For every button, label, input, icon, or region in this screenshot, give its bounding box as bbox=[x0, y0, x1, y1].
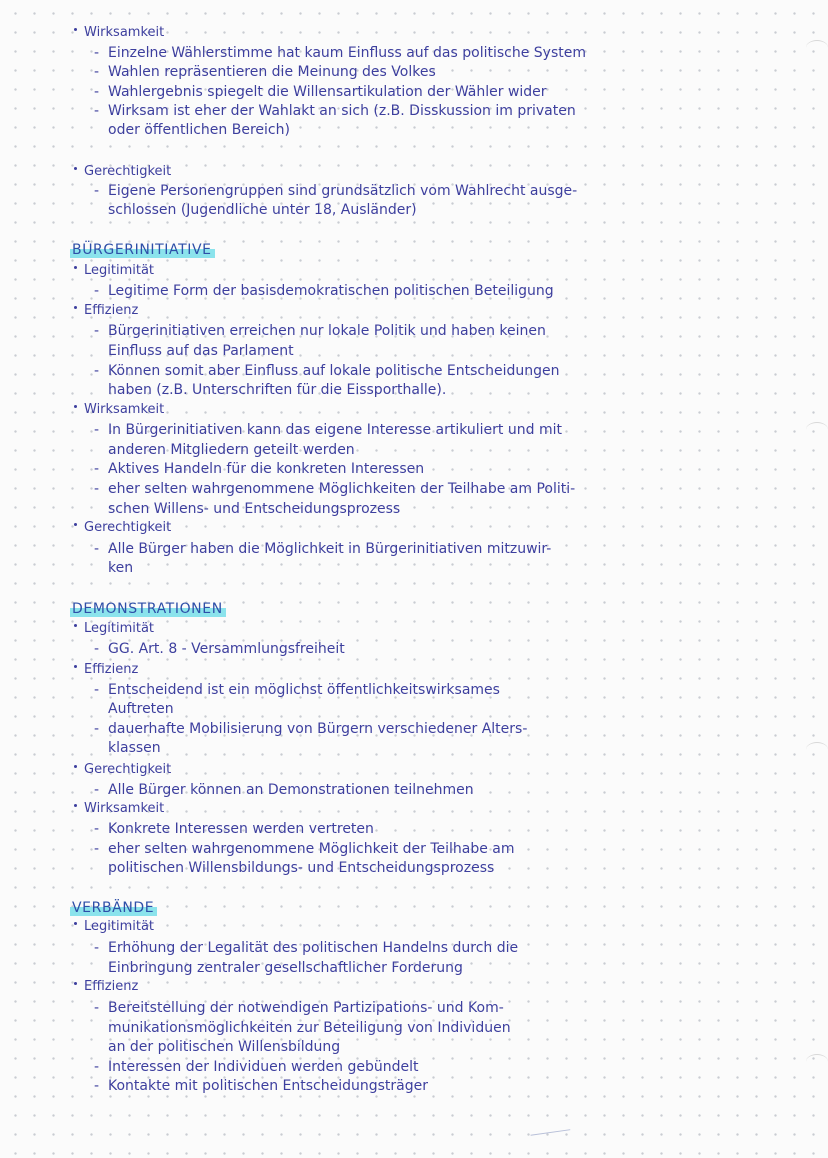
bullet-continuation: oder öffentlichen Bereich) bbox=[108, 122, 290, 138]
bullet-item bbox=[94, 44, 586, 62]
category-label bbox=[74, 978, 138, 996]
punch-hole bbox=[806, 1054, 828, 1069]
dash-bullet-icon: - bbox=[94, 84, 100, 100]
bullet-dot-icon bbox=[74, 765, 77, 768]
category-text: Wirksamkeit bbox=[84, 402, 165, 417]
bullet-continuation: schen Willens- und Entscheidungsprozess bbox=[108, 501, 401, 517]
bullet-item bbox=[94, 362, 559, 380]
bullet-text: Kontakte mit politischen Entscheidungsträger bbox=[108, 1078, 428, 1094]
bullet-item bbox=[94, 840, 515, 858]
category-label bbox=[74, 302, 138, 320]
category-label bbox=[74, 661, 138, 679]
bullet-text: Bürgerinitiativen erreichen nur lokale Politik und haben keinen bbox=[108, 323, 546, 339]
bullet-text: GG. Art. 8 - Versammlungsfreiheit bbox=[108, 641, 345, 657]
section-heading: VERBÄNDE bbox=[70, 899, 157, 917]
dash-bullet-icon: - bbox=[94, 541, 100, 557]
dash-bullet-icon: - bbox=[94, 323, 100, 339]
bullet-text: Entscheidend ist ein möglichst öffentlichkeitswirksames bbox=[108, 682, 500, 698]
dash-bullet-icon: - bbox=[94, 782, 100, 798]
bullet-dot-icon bbox=[74, 982, 77, 985]
bullet-continuation: Einfluss auf das Parlament bbox=[108, 343, 294, 359]
bullet-dot-icon bbox=[74, 306, 77, 309]
bullet-text: Wahlen repräsentieren die Meinung des Volkes bbox=[108, 64, 436, 80]
category-label bbox=[74, 918, 154, 936]
bullet-text: Bereitstellung der notwendigen Partizipations- und Kom- bbox=[108, 1000, 504, 1016]
category-label bbox=[74, 24, 164, 42]
bullet-item bbox=[94, 63, 436, 81]
bullet-dot-icon bbox=[74, 624, 77, 627]
bullet-text: Alle Bürger können an Demonstrationen teilnehmen bbox=[108, 782, 474, 798]
dash-bullet-icon: - bbox=[94, 821, 100, 837]
dash-bullet-icon: - bbox=[94, 183, 100, 199]
dash-bullet-icon: - bbox=[94, 1078, 100, 1094]
category-label bbox=[74, 401, 164, 419]
category-text: Gerechtigkeit bbox=[84, 520, 172, 535]
bullet-text: Einzelne Wählerstimme hat kaum Einfluss auf das politische System bbox=[108, 45, 586, 61]
bullet-dot-icon bbox=[74, 922, 77, 925]
category-text: Gerechtigkeit bbox=[84, 762, 172, 777]
bullet-item bbox=[94, 322, 546, 340]
bullet-dot-icon bbox=[74, 266, 77, 269]
bullet-item bbox=[94, 1077, 428, 1095]
dash-bullet-icon: - bbox=[94, 940, 100, 956]
dash-bullet-icon: - bbox=[94, 422, 100, 438]
dash-bullet-icon: - bbox=[94, 721, 100, 737]
dash-bullet-icon: - bbox=[94, 283, 100, 299]
category-text: Legitimität bbox=[84, 621, 155, 636]
category-label bbox=[74, 620, 154, 638]
dash-bullet-icon: - bbox=[94, 103, 100, 119]
bullet-continuation: Auftreten bbox=[108, 701, 174, 717]
bullet-text: Legitime Form der basisdemokratischen politischen Beteiligung bbox=[108, 283, 554, 299]
punch-hole bbox=[806, 742, 828, 757]
category-text: Gerechtigkeit bbox=[84, 164, 172, 179]
category-text: Effizienz bbox=[84, 662, 139, 677]
category-text: Legitimität bbox=[84, 919, 155, 934]
bullet-item bbox=[94, 480, 575, 498]
bullet-item bbox=[94, 540, 551, 558]
bullet-text: Konkrete Interessen werden vertreten bbox=[108, 821, 374, 837]
bullet-item bbox=[94, 282, 554, 300]
category-text: Wirksamkeit bbox=[84, 25, 165, 40]
category-text: Wirksamkeit bbox=[84, 801, 165, 816]
bullet-dot-icon bbox=[74, 167, 77, 170]
section-heading: BÜRGERINITIATIVE bbox=[70, 241, 215, 259]
punch-hole bbox=[806, 422, 828, 437]
bullet-dot-icon bbox=[74, 523, 77, 526]
dash-bullet-icon: - bbox=[94, 841, 100, 857]
category-label bbox=[74, 761, 171, 779]
bullet-item bbox=[94, 640, 345, 658]
bullet-dot-icon bbox=[74, 804, 77, 807]
bullet-text: Können somit aber Einfluss auf lokale politische Entscheidungen bbox=[108, 363, 560, 379]
bullet-item bbox=[94, 102, 576, 120]
bullet-continuation: haben (z.B. Unterschriften für die Eissporthalle). bbox=[108, 382, 447, 398]
bullet-item bbox=[94, 83, 547, 101]
dash-bullet-icon: - bbox=[94, 461, 100, 477]
category-label bbox=[74, 163, 171, 181]
dash-bullet-icon: - bbox=[94, 1000, 100, 1016]
bullet-text: Wahlergebnis spiegelt die Willensartikulation der Wähler wider bbox=[108, 84, 547, 100]
bullet-text: Interessen der Individuen werden gebündelt bbox=[108, 1059, 419, 1075]
bullet-continuation: klassen bbox=[108, 740, 161, 756]
category-label bbox=[74, 800, 164, 818]
category-label bbox=[74, 262, 154, 280]
bullet-continuation: munikationsmöglichkeiten zur Beteiligung von Individuen bbox=[108, 1020, 511, 1036]
bullet-item bbox=[94, 720, 527, 738]
bullet-text: dauerhafte Mobilisierung von Bürgern verschiedener Alters- bbox=[108, 721, 528, 737]
bullet-item bbox=[94, 421, 562, 439]
bullet-item bbox=[94, 182, 577, 200]
bullet-item bbox=[94, 1058, 418, 1076]
bullet-item bbox=[94, 999, 504, 1017]
bullet-item bbox=[94, 939, 518, 957]
dash-bullet-icon: - bbox=[94, 1059, 100, 1075]
bullet-text: Aktives Handeln für die konkreten Interessen bbox=[108, 461, 425, 477]
bullet-text: Wirksam ist eher der Wahlakt an sich (z.B. Disskussion im privaten bbox=[108, 103, 576, 119]
bullet-text: In Bürgerinitiativen kann das eigene Interesse artikuliert und mit bbox=[108, 422, 562, 438]
dash-bullet-icon: - bbox=[94, 641, 100, 657]
bullet-continuation: an der politischen Willensbildung bbox=[108, 1039, 341, 1055]
bullet-continuation: anderen Mitgliedern geteilt werden bbox=[108, 442, 355, 458]
dash-bullet-icon: - bbox=[94, 45, 100, 61]
bullet-item bbox=[94, 681, 500, 699]
bullet-dot-icon bbox=[74, 405, 77, 408]
category-text: Legitimität bbox=[84, 263, 155, 278]
bullet-continuation: politischen Willensbildungs- und Entscheidungsprozess bbox=[108, 860, 495, 876]
category-label bbox=[74, 519, 171, 537]
punch-hole bbox=[806, 40, 828, 55]
bullet-item bbox=[94, 820, 374, 838]
category-text: Effizienz bbox=[84, 303, 139, 318]
category-text: Effizienz bbox=[84, 979, 139, 994]
dash-bullet-icon: - bbox=[94, 64, 100, 80]
bullet-text: eher selten wahrgenommene Möglichkeiten der Teilhabe am Politi- bbox=[108, 481, 576, 497]
bullet-text: Eigene Personengruppen sind grundsätzlich vom Wahlrecht ausge- bbox=[108, 183, 578, 199]
bullet-dot-icon bbox=[74, 28, 77, 31]
pen-mark bbox=[530, 1123, 571, 1135]
bullet-text: Erhöhung der Legalität des politischen Handelns durch die bbox=[108, 940, 519, 956]
bullet-continuation: ken bbox=[108, 560, 134, 576]
dash-bullet-icon: - bbox=[94, 363, 100, 379]
bullet-text: Alle Bürger haben die Möglichkeit in Bürgerinitiativen mitzuwir- bbox=[108, 541, 552, 557]
section-heading: DEMONSTRATIONEN bbox=[70, 600, 226, 618]
bullet-item bbox=[94, 460, 424, 478]
bullet-text: eher selten wahrgenommene Möglichkeit der Teilhabe am bbox=[108, 841, 515, 857]
bullet-continuation: Einbringung zentraler gesellschaftlicher Forderung bbox=[108, 960, 463, 976]
dash-bullet-icon: - bbox=[94, 682, 100, 698]
dash-bullet-icon: - bbox=[94, 481, 100, 497]
bullet-item bbox=[94, 781, 474, 799]
bullet-dot-icon bbox=[74, 665, 77, 668]
bullet-continuation: schlossen (Jugendliche unter 18, Ausländer) bbox=[108, 202, 417, 218]
